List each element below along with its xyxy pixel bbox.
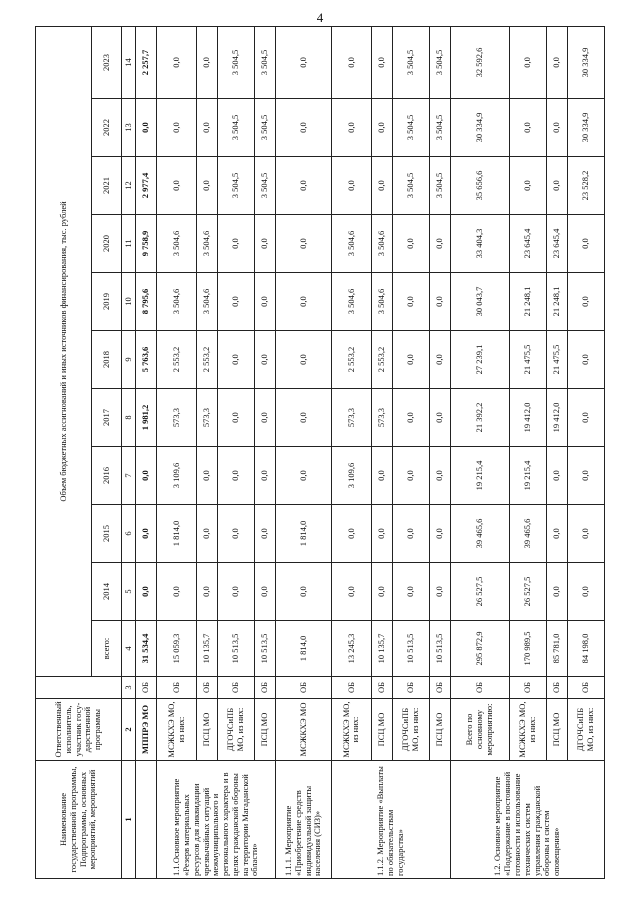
cell-total: 10 135,7 (196, 621, 217, 677)
table-row (546, 26, 567, 878)
cell-year-value: 3 504,6 (157, 273, 197, 331)
cell-source: ОБ (196, 677, 217, 699)
header-year: 2020 (92, 215, 122, 273)
cell-executor: ПСЦ МО (546, 699, 567, 761)
header-name: Наименование государственной программы, Подпрограммы, основных мероприятий, мероприятий (36, 761, 122, 879)
column-number: 14 (122, 26, 136, 98)
cell-year-value: 0,0 (430, 447, 451, 505)
cell-year-value: 32 592,6 (451, 26, 509, 98)
column-number: 6 (122, 505, 136, 563)
cell-year-value: 0,0 (157, 157, 197, 215)
cell-year-value: 2 257,7 (136, 26, 157, 98)
header-year: 2022 (92, 99, 122, 157)
cell-source: ОБ (451, 677, 509, 699)
column-number: 7 (122, 447, 136, 505)
cell-year-value: 0,0 (255, 563, 276, 621)
table-row (218, 26, 255, 878)
cell-year-value: 0,0 (546, 99, 567, 157)
cell-source: ОБ (255, 677, 276, 699)
cell-year-value: 3 504,5 (255, 157, 276, 215)
cell-year-value: 0,0 (392, 505, 429, 563)
cell-total: 170 989,5 (509, 621, 546, 677)
cell-program-name: 1.1.2. Мероприятие «Выплаты по обязательствам государства» (332, 761, 451, 879)
cell-year-value: 0,0 (509, 99, 546, 157)
cell-total: 10 513,5 (255, 621, 276, 677)
table-body (136, 26, 605, 878)
cell-year-value: 19 215,4 (509, 447, 546, 505)
cell-year-value: 0,0 (567, 273, 604, 331)
cell-year-value: 0,0 (136, 505, 157, 563)
cell-year-value: 27 239,1 (451, 331, 509, 389)
cell-year-value: 0,0 (567, 505, 604, 563)
table-row (567, 26, 604, 878)
cell-year-value: 0,0 (567, 389, 604, 447)
header-year: 2021 (92, 157, 122, 215)
cell-year-value: 39 465,6 (509, 505, 546, 563)
cell-year-value: 23 645,4 (546, 215, 567, 273)
cell-year-value: 573,3 (371, 389, 392, 447)
column-number: 8 (122, 389, 136, 447)
cell-executor: МСЖКХЭ МО, из них: (332, 699, 372, 761)
table-row (276, 26, 332, 878)
header-executor: Ответственный исполнитель, участник госу-дарственной программы (36, 699, 122, 761)
cell-year-value: 1 814,0 (157, 505, 197, 563)
header-funding-group: Объем бюджетных ассигнований и иных источников финансирования, тыс. рублей (36, 26, 92, 676)
cell-year-value: 573,3 (196, 389, 217, 447)
cell-year-value: 0,0 (371, 157, 392, 215)
column-number: 1 (122, 761, 136, 879)
column-number: 5 (122, 563, 136, 621)
header-total: всего: (92, 621, 122, 677)
cell-year-value: 573,3 (332, 389, 372, 447)
cell-year-value: 23 645,4 (509, 215, 546, 273)
cell-year-value: 0,0 (546, 157, 567, 215)
cell-year-value: 23 528,2 (567, 157, 604, 215)
cell-year-value: 0,0 (371, 563, 392, 621)
cell-executor: ПСЦ МО (430, 699, 451, 761)
cell-total: 10 513,5 (392, 621, 429, 677)
cell-year-value: 19 412,0 (546, 389, 567, 447)
cell-source: ОБ (157, 677, 197, 699)
cell-year-value: 0,0 (509, 26, 546, 98)
cell-year-value: 0,0 (218, 563, 255, 621)
cell-year-value: 3 504,6 (371, 273, 392, 331)
cell-year-value: 0,0 (371, 505, 392, 563)
cell-total: 10 135,7 (371, 621, 392, 677)
cell-year-value: 0,0 (276, 389, 332, 447)
cell-executor: ДГОЧСиПБ МО, из них: (218, 699, 255, 761)
cell-year-value: 3 504,5 (430, 157, 451, 215)
cell-year-value: 0,0 (430, 389, 451, 447)
cell-year-value: 3 504,6 (332, 215, 372, 273)
column-number: 10 (122, 273, 136, 331)
cell-program-name (136, 761, 157, 879)
page-number: 4 (316, 10, 324, 25)
cell-year-value: 3 504,6 (371, 215, 392, 273)
cell-year-value: 26 527,5 (509, 563, 546, 621)
column-number: 12 (122, 157, 136, 215)
cell-year-value: 30 334,9 (451, 99, 509, 157)
table-row (371, 26, 392, 878)
cell-year-value: 0,0 (276, 99, 332, 157)
cell-year-value: 0,0 (332, 99, 372, 157)
cell-year-value: 0,0 (136, 563, 157, 621)
cell-year-value: 0,0 (371, 447, 392, 505)
cell-year-value: 39 465,6 (451, 505, 509, 563)
cell-year-value: 0,0 (371, 26, 392, 98)
funding-table (35, 26, 605, 879)
cell-year-value: 0,0 (157, 99, 197, 157)
cell-year-value: 0,0 (276, 331, 332, 389)
table-row (196, 26, 217, 878)
cell-year-value: 2 553,2 (196, 331, 217, 389)
table-row (157, 26, 197, 878)
cell-executor: МСЖКХЭ МО (276, 699, 332, 761)
cell-year-value: 1 981,2 (136, 389, 157, 447)
column-number: 11 (122, 215, 136, 273)
cell-year-value: 0,0 (371, 99, 392, 157)
column-number: 13 (122, 99, 136, 157)
cell-year-value: 0,0 (509, 157, 546, 215)
cell-year-value: 21 475,5 (546, 331, 567, 389)
cell-executor: МСЖКХЭ МО, из них: (157, 699, 197, 761)
cell-year-value: 0,0 (430, 331, 451, 389)
cell-year-value: 0,0 (276, 273, 332, 331)
cell-year-value: 0,0 (196, 157, 217, 215)
cell-year-value: 3 504,5 (430, 26, 451, 98)
cell-year-value: 0,0 (392, 389, 429, 447)
cell-year-value: 21 392,2 (451, 389, 509, 447)
cell-year-value: 1 814,0 (276, 505, 332, 563)
column-number-row (122, 26, 136, 878)
cell-program-name: 1.2. Основное мероприятие «Поддержание в постоянной готовности и использование технических систем управления гражданской обороны и систем оповещения» (451, 761, 605, 879)
cell-source: ОБ (546, 677, 567, 699)
cell-year-value: 2 553,2 (157, 331, 197, 389)
table-row (255, 26, 276, 878)
table-row (430, 26, 451, 878)
cell-year-value: 0,0 (196, 447, 217, 505)
cell-source: ОБ (136, 677, 157, 699)
cell-year-value: 0,0 (332, 563, 372, 621)
cell-year-value: 3 504,6 (196, 215, 217, 273)
table-row (509, 26, 546, 878)
cell-year-value: 3 504,5 (255, 26, 276, 98)
cell-year-value: 0,0 (136, 447, 157, 505)
cell-year-value: 0,0 (218, 273, 255, 331)
cell-year-value: 3 109,6 (157, 447, 197, 505)
cell-year-value: 3 504,5 (218, 26, 255, 98)
cell-year-value: 3 504,5 (430, 99, 451, 157)
cell-year-value: 19 215,4 (451, 447, 509, 505)
cell-year-value: 0,0 (567, 447, 604, 505)
cell-year-value: 0,0 (276, 447, 332, 505)
cell-executor: ПСЦ МО (255, 699, 276, 761)
cell-year-value: 0,0 (332, 505, 372, 563)
cell-year-value: 0,0 (196, 505, 217, 563)
cell-year-value: 3 504,5 (392, 157, 429, 215)
cell-year-value: 0,0 (332, 157, 372, 215)
cell-total: 31 534,4 (136, 621, 157, 677)
table-row (451, 26, 509, 878)
cell-year-value: 0,0 (276, 215, 332, 273)
header-year: 2017 (92, 389, 122, 447)
cell-year-value: 0,0 (218, 447, 255, 505)
cell-year-value: 0,0 (218, 215, 255, 273)
cell-total: 10 513,5 (218, 621, 255, 677)
cell-year-value: 3 504,5 (255, 99, 276, 157)
cell-year-value: 0,0 (392, 331, 429, 389)
cell-year-value: 0,0 (430, 273, 451, 331)
cell-year-value: 0,0 (255, 215, 276, 273)
cell-year-value: 3 504,5 (392, 99, 429, 157)
header-year: 2015 (92, 505, 122, 563)
cell-year-value: 21 475,5 (509, 331, 546, 389)
cell-year-value: 0,0 (546, 563, 567, 621)
cell-total: 295 872,9 (451, 621, 509, 677)
cell-year-value: 0,0 (157, 563, 197, 621)
cell-year-value: 0,0 (567, 331, 604, 389)
cell-total: 15 059,3 (157, 621, 197, 677)
cell-year-value: 0,0 (157, 26, 197, 98)
cell-year-value: 30 043,7 (451, 273, 509, 331)
cell-source: ОБ (509, 677, 546, 699)
cell-year-value: 0,0 (392, 215, 429, 273)
cell-source: ОБ (371, 677, 392, 699)
cell-year-value: 21 248,1 (546, 273, 567, 331)
cell-source: ОБ (218, 677, 255, 699)
cell-year-value: 0,0 (276, 157, 332, 215)
table-row (392, 26, 429, 878)
header-source (36, 677, 122, 699)
cell-executor: МППРЭ МО (136, 699, 157, 761)
cell-year-value: 3 504,5 (392, 26, 429, 98)
cell-year-value: 0,0 (430, 215, 451, 273)
cell-year-value: 0,0 (218, 331, 255, 389)
cell-year-value: 35 656,6 (451, 157, 509, 215)
table-row (136, 26, 157, 878)
cell-year-value: 8 795,6 (136, 273, 157, 331)
header-year: 2016 (92, 447, 122, 505)
header-year: 2019 (92, 273, 122, 331)
cell-year-value: 0,0 (546, 447, 567, 505)
cell-year-value: 3 504,5 (218, 99, 255, 157)
cell-source: ОБ (392, 677, 429, 699)
cell-year-value: 0,0 (546, 26, 567, 98)
cell-executor: Всего по основному мероприятию: (451, 699, 509, 761)
header-year: 2023 (92, 26, 122, 98)
cell-source: ОБ (332, 677, 372, 699)
cell-total: 13 245,3 (332, 621, 372, 677)
column-number: 3 (122, 677, 136, 699)
cell-year-value: 5 763,6 (136, 331, 157, 389)
cell-year-value: 0,0 (255, 505, 276, 563)
cell-year-value: 573,3 (157, 389, 197, 447)
cell-year-value: 0,0 (430, 505, 451, 563)
cell-source: ОБ (430, 677, 451, 699)
cell-year-value: 19 412,0 (509, 389, 546, 447)
cell-year-value: 30 334,9 (567, 26, 604, 98)
cell-program-name: 1.1.1. Мероприятие «Приобретение средств индивидуальной защиты населения (СИЗ)» (276, 761, 332, 879)
cell-year-value: 9 758,9 (136, 215, 157, 273)
cell-year-value: 0,0 (567, 215, 604, 273)
column-number: 4 (122, 621, 136, 677)
cell-year-value: 2 977,4 (136, 157, 157, 215)
cell-year-value: 30 334,9 (567, 99, 604, 157)
cell-year-value: 0,0 (332, 26, 372, 98)
cell-year-value: 0,0 (218, 389, 255, 447)
cell-year-value: 0,0 (196, 563, 217, 621)
header-year: 2014 (92, 563, 122, 621)
cell-year-value: 3 504,6 (332, 273, 372, 331)
cell-year-value: 0,0 (196, 99, 217, 157)
cell-year-value: 0,0 (255, 273, 276, 331)
cell-year-value: 33 404,3 (451, 215, 509, 273)
cell-year-value: 26 527,5 (451, 563, 509, 621)
cell-executor: МСЖКХЭ МО, из них: (509, 699, 546, 761)
cell-year-value: 3 504,6 (196, 273, 217, 331)
cell-source: ОБ (567, 677, 604, 699)
cell-year-value: 0,0 (392, 563, 429, 621)
cell-year-value: 0,0 (255, 331, 276, 389)
cell-year-value: 0,0 (392, 447, 429, 505)
cell-total: 85 781,0 (546, 621, 567, 677)
cell-year-value: 0,0 (218, 505, 255, 563)
cell-year-value: 3 109,6 (332, 447, 372, 505)
cell-program-name: 1.1.Основное мероприятие «Резерв материальных ресурсов для ликвидации чрезвычайных ситуаций межмуниципального и регионального характера и в целях гражданской обороны на территории Магаданской области» (157, 761, 276, 879)
cell-year-value: 0,0 (255, 447, 276, 505)
cell-year-value: 3 504,5 (218, 157, 255, 215)
header-year: 2018 (92, 331, 122, 389)
cell-year-value: 0,0 (136, 99, 157, 157)
column-number: 9 (122, 331, 136, 389)
cell-total: 10 513,5 (430, 621, 451, 677)
cell-year-value: 0,0 (567, 563, 604, 621)
cell-year-value: 2 553,2 (332, 331, 372, 389)
cell-year-value: 0,0 (392, 273, 429, 331)
table-row (332, 26, 372, 878)
cell-year-value: 0,0 (430, 563, 451, 621)
cell-total: 1 814,0 (276, 621, 332, 677)
cell-year-value: 2 553,2 (371, 331, 392, 389)
cell-year-value: 0,0 (255, 389, 276, 447)
cell-executor: ДГОЧСиПБ МО, из них: (392, 699, 429, 761)
funding-table-sheet (35, 27, 605, 879)
cell-year-value: 0,0 (276, 26, 332, 98)
cell-executor: ПСЦ МО (196, 699, 217, 761)
cell-executor: ДГОЧСиПБ МО, из них: (567, 699, 604, 761)
cell-year-value: 0,0 (276, 563, 332, 621)
cell-total: 84 198,0 (567, 621, 604, 677)
cell-source: ОБ (276, 677, 332, 699)
cell-year-value: 21 248,1 (509, 273, 546, 331)
column-number: 2 (122, 699, 136, 761)
cell-executor: ПСЦ МО (371, 699, 392, 761)
cell-year-value: 3 504,6 (157, 215, 197, 273)
cell-year-value: 0,0 (196, 26, 217, 98)
cell-year-value: 0,0 (546, 505, 567, 563)
